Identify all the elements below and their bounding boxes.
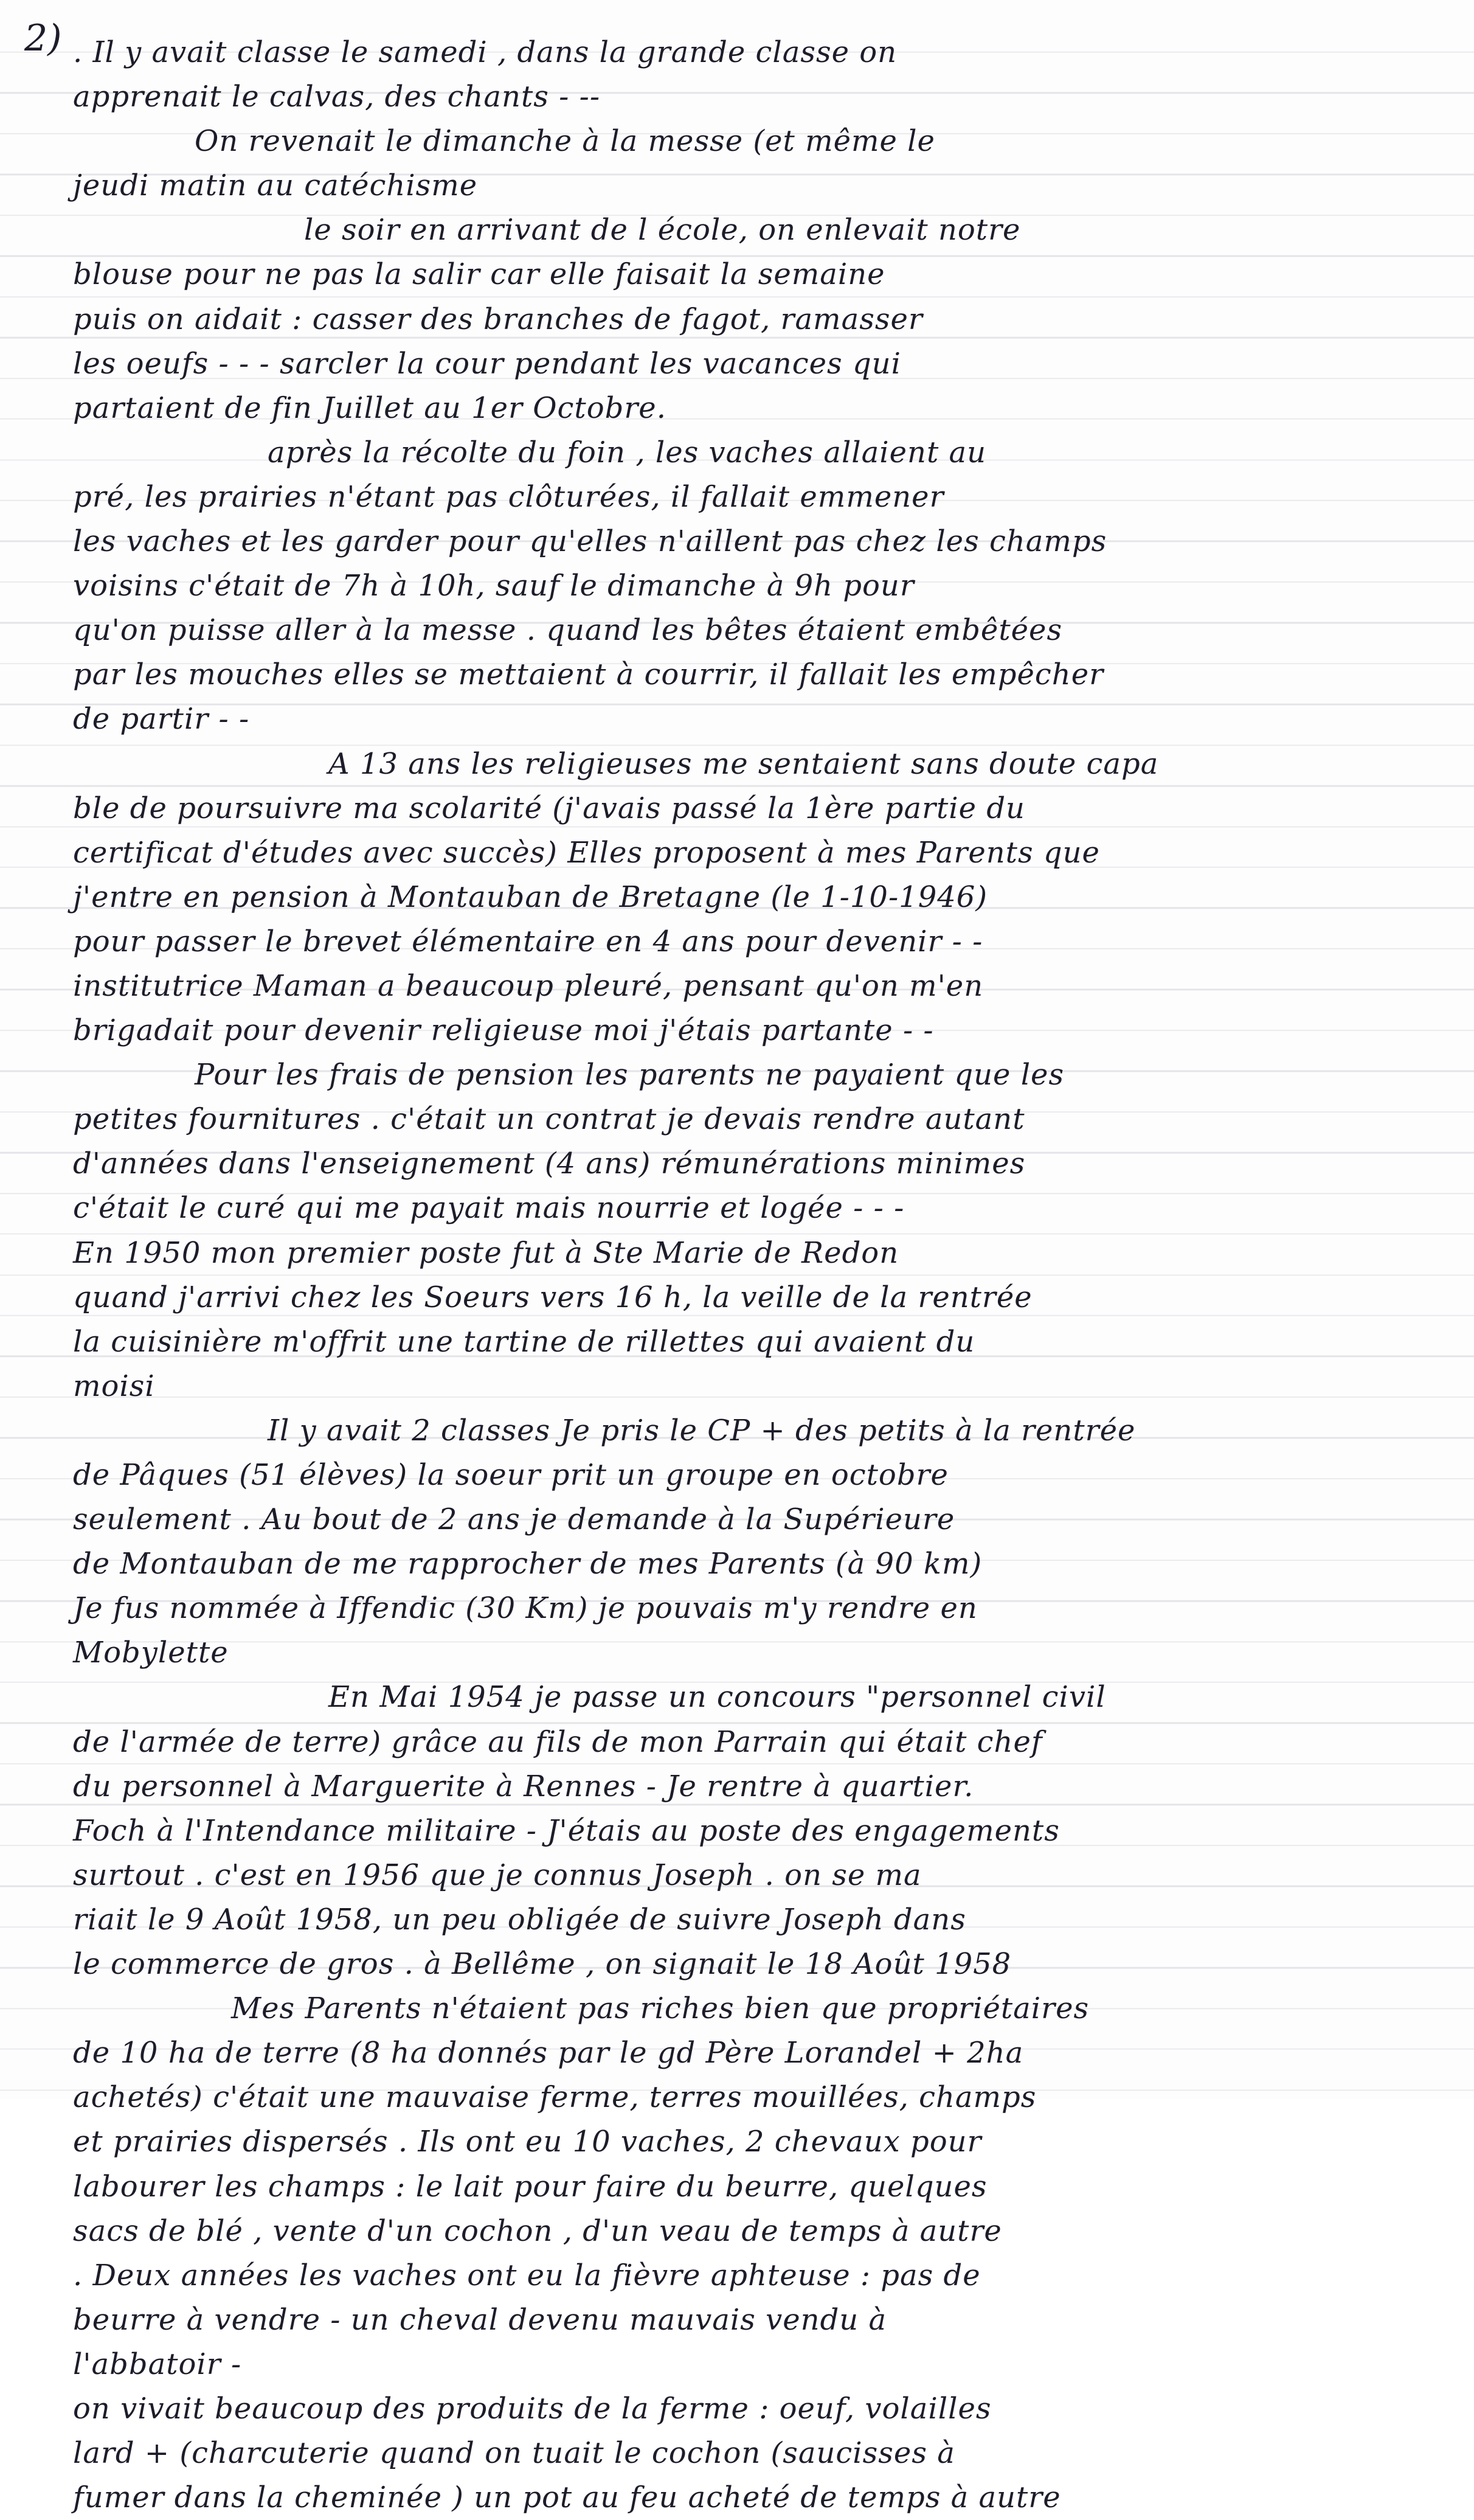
text-line: et prairies dispersés . Ils ont eu 10 vaches, 2 chevaux pour — [73, 2125, 982, 2159]
text-line: En 1950 mon premier poste fut à Ste Marie de Redon — [73, 1235, 899, 1270]
text-line: c'était le curé qui me payait mais nourrie et logée - - - — [73, 1191, 905, 1226]
text-line: partaient de fin Juillet au 1er Octobre. — [73, 390, 666, 425]
text-line: seulement . Au bout de 2 ans je demande à la Supérieure — [73, 1502, 955, 1537]
text-line: moisi — [73, 1369, 155, 1403]
text-line: petites fournitures . c'était un contrat je devais rendre autant — [73, 1102, 1025, 1137]
text-line: les vaches et les garder pour qu'elles n'aillent pas chez les champs — [73, 524, 1107, 559]
page-number: 2) — [24, 17, 62, 60]
text-line: Mobylette — [73, 1636, 229, 1670]
text-line: de Pâques (51 élèves) la soeur prit un groupe en octobre — [73, 1458, 949, 1492]
text-line: la cuisinière m'offrit une tartine de rillettes qui avaient du — [73, 1324, 975, 1359]
text-line: on vivait beaucoup des produits de la ferme : oeuf, volailles — [73, 2391, 992, 2426]
text-line: institutrice Maman a beaucoup pleuré, pensant qu'on m'en — [73, 968, 984, 1003]
text-line: brigadait pour devenir religieuse moi j'étais partante - - — [73, 1013, 934, 1048]
text-line: achetés) c'était une mauvaise ferme, terres mouillées, champs — [73, 2080, 1037, 2115]
text-line: . Il y avait classe le samedi , dans la grande classe on — [73, 35, 898, 69]
text-line: d'années dans l'enseignement (4 ans) rémunérations minimes — [73, 1147, 1026, 1181]
text-line: A 13 ans les religieuses me sentaient sans doute capa — [328, 746, 1159, 781]
text-line: après la récolte du foin , les vaches allaient au — [268, 435, 987, 470]
text-line: par les mouches elles se mettaient à courrir, il fallait les empêcher — [73, 658, 1104, 692]
text-line: les oeufs - - - sarcler la cour pendant les vacances qui — [73, 346, 901, 381]
text-line: beurre à vendre - un cheval devenu mauvais vendu à — [73, 2302, 887, 2337]
text-line: labourer les champs : le lait pour faire du beurre, quelques — [73, 2169, 988, 2204]
text-line: du personnel à Marguerite à Rennes - Je rentre à quartier. — [73, 1769, 974, 1803]
text-line: le soir en arrivant de l école, on enlevait notre — [304, 213, 1021, 248]
text-line: En Mai 1954 je passe un concours "personnel civil — [328, 1680, 1106, 1715]
text-line: quand j'arrivi chez les Soeurs vers 16 h, la veille de la rentrée — [73, 1280, 1033, 1314]
text-line: pré, les prairies n'étant pas clôturées, il fallait emmener — [73, 479, 944, 514]
text-line: . Deux années les vaches ont eu la fièvre aphteuse : pas de — [73, 2258, 981, 2293]
text-line: surtout . c'est en 1956 que je connus Joseph . on se ma — [73, 1858, 922, 1892]
text-line: ble de poursuivre ma scolarité (j'avais passé la 1ère partie du — [73, 791, 1025, 825]
text-line: de l'armée de terre) grâce au fils de mon Parrain qui était chef — [73, 1724, 1043, 1759]
text-line: Il y avait 2 classes Je pris le CP + des petits à la rentrée — [268, 1413, 1136, 1448]
text-line: de partir - - — [73, 702, 250, 737]
text-line: fumer dans la cheminée ) un pot au feu acheté de temps à autre — [73, 2480, 1061, 2515]
text-line: j'entre en pension à Montauban de Bretagne (le 1-10-1946) — [73, 880, 988, 914]
text-line: voisins c'était de 7h à 10h, sauf le dimanche à 9h pour — [73, 569, 915, 603]
text-line: Foch à l'Intendance militaire - J'étais au poste des engagements — [73, 1813, 1060, 1848]
text-line: apprenait le calvas, des chants - -- — [73, 80, 601, 114]
text-line: riait le 9 Août 1958, un peu obligée de suivre Joseph dans — [73, 1902, 966, 1937]
text-line: lard + (charcuterie quand on tuait le cochon (saucisses à — [73, 2436, 955, 2471]
text-line: sacs de blé , vente d'un cochon , d'un veau de temps à autre — [73, 2213, 1002, 2248]
text-line: certificat d'études avec succès) Elles proposent à mes Parents que — [73, 835, 1100, 870]
handwritten-text-body — [73, 30, 1429, 2520]
text-line: de Montauban de me rapprocher de mes Parents (à 90 km) — [73, 1547, 983, 1581]
text-line: qu'on puisse aller à la messe . quand les bêtes étaient embêtées — [73, 613, 1063, 648]
text-line: jeudi matin au catéchisme — [73, 168, 478, 203]
text-line: blouse pour ne pas la salir car elle faisait la semaine — [73, 257, 885, 292]
text-line: Je fus nommée à Iffendic (30 Km) je pouvais m'y rendre en — [73, 1591, 978, 1626]
text-line: pour passer le brevet élémentaire en 4 ans pour devenir - - — [73, 924, 983, 959]
text-line: puis on aidait : casser des branches de fagot, ramasser — [73, 302, 923, 336]
text-line: Mes Parents n'étaient pas riches bien que propriétaires — [231, 1991, 1090, 2026]
text-line: Pour les frais de pension les parents ne payaient que les — [195, 1058, 1065, 1092]
text-line: On revenait le dimanche à la messe (et même le — [195, 124, 935, 159]
text-line: l'abbatoir - — [73, 2347, 242, 2381]
text-line: le commerce de gros . à Bellême , on signait le 18 Août 1958 — [73, 1947, 1012, 1982]
text-line: de 10 ha de terre (8 ha donnés par le gd Père Lorandel + 2ha — [73, 2036, 1024, 2070]
